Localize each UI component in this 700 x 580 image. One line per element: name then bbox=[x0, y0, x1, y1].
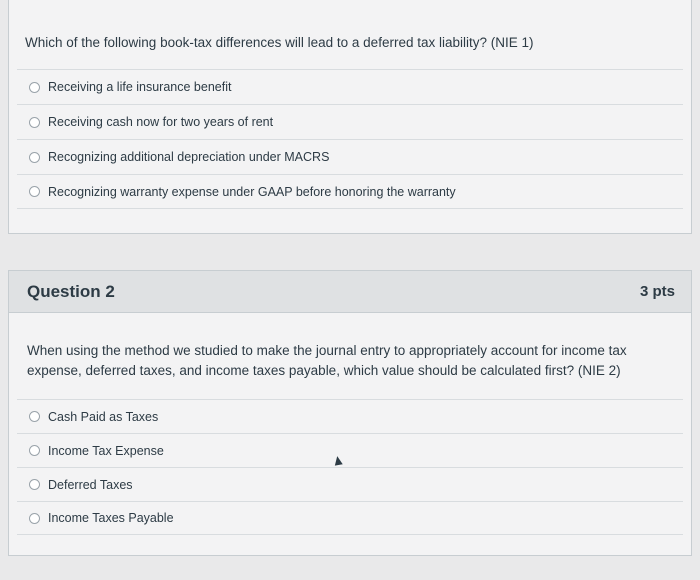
question-1-answers bbox=[17, 69, 683, 209]
radio-button[interactable] bbox=[29, 411, 40, 422]
answer-option[interactable] bbox=[17, 104, 683, 139]
answer-option[interactable] bbox=[17, 399, 683, 433]
answer-label: Income Tax Expense bbox=[48, 443, 164, 458]
answer-label: Deferred Taxes bbox=[48, 477, 133, 492]
question-points: 3 pts bbox=[639, 283, 675, 300]
radio-button[interactable] bbox=[29, 445, 40, 456]
radio-button[interactable] bbox=[29, 152, 40, 163]
answer-label: Receiving cash now for two years of rent bbox=[48, 115, 274, 129]
answer-option[interactable] bbox=[17, 139, 683, 174]
question-2-card bbox=[8, 270, 692, 556]
radio-button[interactable] bbox=[29, 479, 40, 490]
radio-button[interactable] bbox=[29, 82, 40, 93]
answer-option[interactable] bbox=[17, 501, 683, 535]
question-2-text: When using the method we studied to make the journal entry to appropriately account for income tax expense, deferred taxes, and income taxes payable, which value should be calculated first? (NIE 2) bbox=[27, 343, 627, 378]
answer-option[interactable] bbox=[17, 69, 683, 104]
answer-option[interactable] bbox=[17, 467, 683, 501]
question-1-text: Which of the following book-tax differences will lead to a deferred tax liability? (NIE 1) bbox=[25, 35, 534, 50]
answer-option[interactable] bbox=[17, 433, 683, 467]
question-title: Question 2 bbox=[27, 281, 115, 301]
answer-option[interactable] bbox=[17, 174, 683, 209]
answer-label: Recognizing warranty expense under GAAP before honoring the warranty bbox=[48, 184, 456, 199]
radio-button[interactable] bbox=[29, 513, 40, 524]
question-2-header bbox=[9, 271, 691, 313]
question-1-card bbox=[8, 0, 692, 234]
answer-label: Income Taxes Payable bbox=[48, 511, 174, 525]
answer-label: Recognizing additional depreciation under MACRS bbox=[48, 150, 330, 164]
question-2-answers bbox=[17, 399, 683, 535]
mouse-pointer-icon bbox=[333, 455, 342, 465]
radio-button[interactable] bbox=[29, 117, 40, 128]
answer-label: Receiving a life insurance benefit bbox=[48, 80, 232, 94]
answer-label: Cash Paid as Taxes bbox=[48, 409, 159, 424]
radio-button[interactable] bbox=[29, 186, 40, 197]
